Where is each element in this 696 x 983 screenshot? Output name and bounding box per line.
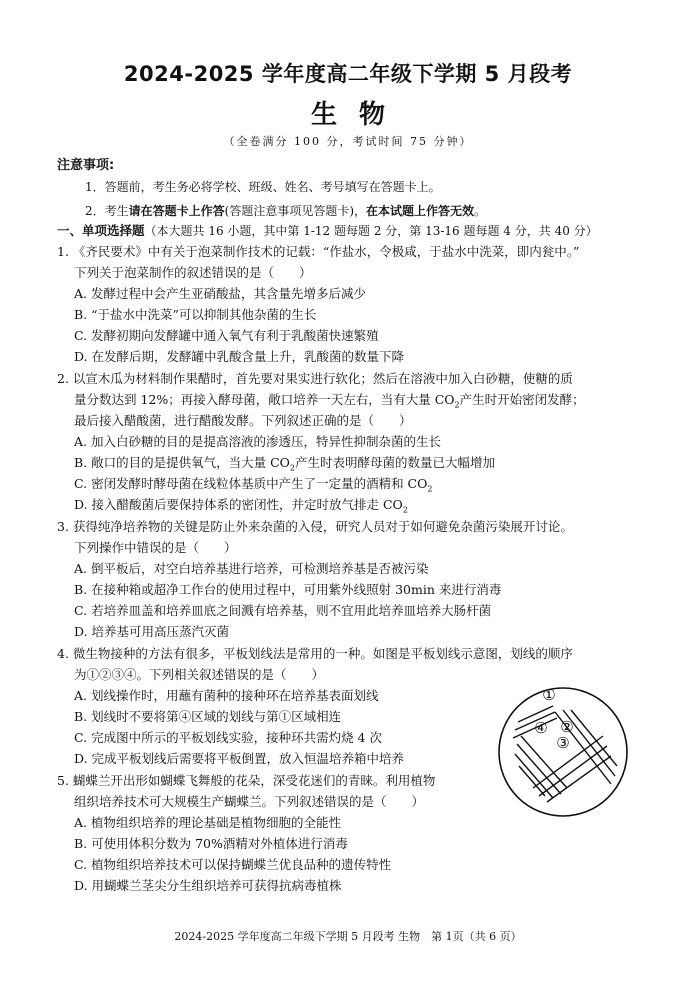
q5-stem: 组织培养技术可大规模生产蝴蝶兰。下列叙述错误的是（ ） <box>74 794 425 809</box>
q5-option-b: B. 可使用体积分数为 70%酒精对外植体进行消毒 <box>74 836 348 851</box>
notice-heading: 注意事项: <box>57 158 115 173</box>
q4-option-d: D. 完成平板划线后需要将平板倒置，放入恒温培养箱中培养 <box>74 751 405 766</box>
subscript: 2 <box>427 484 433 494</box>
subscript: 2 <box>454 400 460 410</box>
notice-item-2-part: (答题注意事项见答题卡)， <box>224 204 367 218</box>
q1-option-a: A. 发酵过程中会产生亚硝酸盐，其含量先增多后减少 <box>74 286 366 301</box>
section-title: 一、单项选择题 <box>57 223 145 238</box>
q3-stem: 下列操作中错误的是（ ） <box>74 540 237 555</box>
notice-item-2-bold: 在本试题上作答无效 <box>366 204 475 218</box>
q2-option-b-text: 产生时表明酵母菌的数量已大幅增加 <box>295 455 496 470</box>
page-footer: 2024-2025 学年度高二年级下学期 5 月段考 生物 第 1页（共 6 页） <box>174 930 522 943</box>
exam-note: （全卷满分 100 分，考试时间 75 分钟） <box>223 135 473 148</box>
notice-item-2-part: 2．考生 <box>85 204 129 218</box>
notice-item-2 <box>85 201 486 221</box>
q3-option-a: A. 倒平板后，对空白培养基进行培养，可检测培养基是否被污染 <box>74 561 429 576</box>
q5-option-a: A. 植物组织培养的理论基础是植物细胞的全能性 <box>74 815 341 830</box>
section-desc: （本大题共 16 小题，其中第 1-12 题每题 2 分，第 13-16 题每题 4 分，共 40 分） <box>144 224 598 238</box>
region-label-3: ③ <box>556 734 570 752</box>
q4-stem: 为①②③④。下列相关叙述错误的是（ ） <box>74 667 325 682</box>
streak-plate-figure <box>493 680 633 820</box>
q2-stem: 2. 以宣木瓜为材料制作果醋时，首先要对果实进行软化；然后在溶液中加入白砂糖，使糖的质 <box>57 371 573 386</box>
q2-stem-text: 量分数达到 12%；再接入酵母菌，敞口培养一天左右，当有大量 CO <box>74 392 455 407</box>
q2-stem: 最后接入醋酸菌，进行醋酸发酵。下列叙述正确的是（ ） <box>74 413 412 428</box>
q4-option-c: C. 完成图中所示的平板划线实验，接种环共需灼烧 4 次 <box>74 730 382 745</box>
q2-option-d-text: D. 接入醋酸菌后要保持体系的密闭性，并定时放气排走 CO <box>74 497 403 512</box>
petri-dish-outline <box>499 688 627 816</box>
subscript: 2 <box>402 505 408 515</box>
q4-option-a: A. 划线操作时，用蘸有菌种的接种环在培养基表面划线 <box>74 688 379 703</box>
section-heading <box>57 221 598 241</box>
subscript: 2 <box>289 463 296 473</box>
exam-title: 2024-2025 学年度高二年级下学期 5 月段考 <box>123 62 573 86</box>
q2-option-b-text: B. 敞口的目的是提供氧气，当大量 CO <box>74 455 290 470</box>
q3-option-c: C. 若培养皿盖和培养皿底之间溅有培养基，则不宜用此培养皿培养大肠杆菌 <box>74 603 492 618</box>
q2-stem-text: 产生时开始密闭发酵； <box>459 392 585 407</box>
q1-option-d: D. 在发酵后期，发酵罐中乳酸含量上升，乳酸菌的数量下降 <box>74 349 405 364</box>
q2-option-c-text: C. 密闭发酵时酵母菌在线粒体基质中产生了一定量的酒精和 CO <box>74 476 428 491</box>
q3-option-d: D. 培养基可用高压蒸汽灭菌 <box>74 624 230 639</box>
q5-option-d: D. 用蝴蝶兰茎尖分生组织培养可获得抗病毒植株 <box>74 878 342 893</box>
notice-item-2-bold: 请在答题卡上作答 <box>128 204 225 218</box>
q4-option-b: B. 划线时不要将第④区域的划线与第①区域相连 <box>74 709 342 724</box>
subject-title: 生物 <box>310 100 407 130</box>
region-label-1: ① <box>542 686 556 704</box>
notice-item-2-part: 。 <box>474 204 487 218</box>
q3-option-b: B. 在接种箱或超净工作台的使用过程中，可用紫外线照射 30min 来进行消毒 <box>74 582 502 597</box>
q1-stem: 1. 《齐民要术》中有关于泡菜制作技术的记载：“作盐水，令极咸，于盐水中洗菜，即内瓮中。” <box>57 244 580 259</box>
q1-option-b: B. “于盐水中洗菜”可以抑制其他杂菌的生长 <box>74 307 317 322</box>
region-label-4: ④ <box>534 719 548 737</box>
q2-option-a: A. 加入白砂糖的目的是提高溶液的渗透压，特异性抑制杂菌的生长 <box>74 434 441 449</box>
region-label-2: ② <box>560 718 574 736</box>
q1-option-c: C. 发酵初期向发酵罐中通入氧气有利于乳酸菌快速繁殖 <box>74 328 379 343</box>
q1-stem: 下列关于泡菜制作的叙述错误的是（ ） <box>74 265 312 280</box>
q5-stem: 5. 蝴蝶兰开出形如蝴蝶飞舞般的花朵，深受花迷们的青睐。利用植物 <box>57 773 436 788</box>
q5-option-c: C. 植物组织培养技术可以保持蝴蝶兰优良品种的遗传特性 <box>74 857 392 872</box>
q4-stem: 4. 微生物接种的方法有很多，平板划线法是常用的一种。如图是平板划线示意图，划线的顺序 <box>57 646 573 661</box>
q3-stem: 3. 获得纯净培养物的关键是防止外来杂菌的入侵，研究人员对于如何避免杂菌污染展开讨论。 <box>57 519 573 534</box>
notice-item-1: 1．答题前，考生务必将学校、班级、姓名、考号填写在答题卡上。 <box>85 180 441 194</box>
